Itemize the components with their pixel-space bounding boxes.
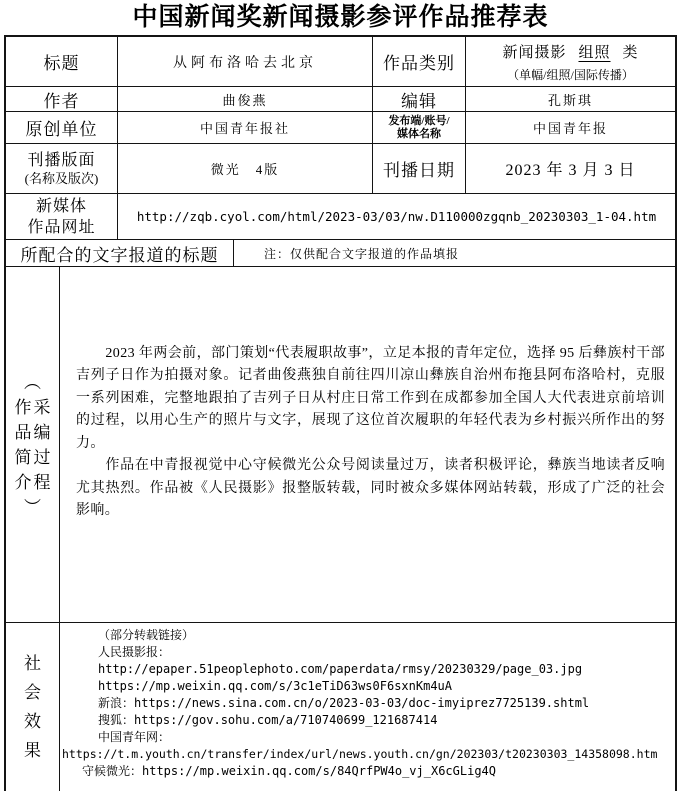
repost-link-line: 中国青年网： [98, 730, 171, 744]
repost-link-line: 搜狐：https://gov.sohu.com/a/710740699_121687414 [98, 713, 438, 727]
repost-link-line: 守候微光：https://mp.weixin.qq.com/s/84QrfPW4o_vj_X6cGLig4Q [82, 764, 497, 778]
social-label-char: 效 [24, 712, 41, 731]
platform-value: 中国青年报 [465, 112, 675, 143]
repost-link-line: 人民摄影报： [98, 645, 171, 659]
social-label-char: 社 [24, 654, 41, 673]
url-label-line1: 新媒体 [35, 197, 87, 215]
row-summary [6, 266, 675, 622]
url-label-line2: 作品网址 [27, 218, 96, 236]
category-options-note: （单幅/组照/国际传播） [507, 67, 634, 82]
platform-label [372, 112, 465, 143]
summary-paragraph: 作品在中青报视觉中心守候微光公众号阅读量过万，读者积极评论，彝族当地读者反响尤其热烈。作品被《人民摄影》报整版转载，同时被众多媒体网站转载，形成了广泛的社会影响。 [76, 458, 665, 518]
category-suffix: 类 [622, 44, 639, 61]
summary-label-line: 介程 [14, 472, 53, 492]
author-label: 作者 [43, 91, 80, 111]
repost-link-line: https://t.m.youth.cn/transfer/index/url/news.youth.cn/gn/202303/t20230303_14358098.htm [62, 747, 658, 761]
platform-label-line1: 发布端/账号/ [388, 114, 450, 127]
text-report-note: 注：仅供配合文字报道的作品填报 [264, 246, 460, 261]
summary-paragraph: 2023 年两会前，部门策划“代表履职故事”，立足本报的青年定位，选择 95 后彝族村干部吉列子日作为拍摄对象。记者曲俊燕独自前往四川凉山彝族自治州布拖县阿布洛哈村，克服一系列困难，完整地跟拍了吉列子日从村庄日常工作到在成都参加全国人大代表进京前培训的过程，以用心生产的照片与文字，展现了这位首次履职的年轻代表为乡村振兴所作出的努力。 [76, 345, 665, 451]
layout-label [6, 144, 117, 193]
social-label-char: 会 [24, 683, 41, 702]
summary-vertical-label [6, 267, 59, 622]
platform-label-line2: 媒体名称 [397, 127, 441, 140]
layout-value: 微光 4版 [117, 144, 372, 193]
title-label: 标题 [43, 54, 80, 73]
summary-label-line: ︶ [24, 497, 43, 517]
row-social-effect [6, 622, 675, 791]
repost-link-line: https://mp.weixin.qq.com/s/3c1eTiD63ws0F6sxnKm4uA [98, 679, 453, 693]
social-links-cell [59, 623, 675, 791]
category-label: 作品类别 [372, 37, 465, 86]
layout-label-line2: (名称及版次) [24, 171, 99, 186]
row-title-category [6, 37, 675, 86]
layout-label-line1: 刊播版面 [27, 152, 96, 169]
row-url [6, 193, 675, 239]
category-value [502, 41, 638, 62]
social-vertical-label [6, 623, 59, 791]
category-prefix: 新闻摄影 [502, 44, 567, 61]
date-label: 刊播日期 [372, 144, 465, 193]
category-value-cell [465, 37, 675, 86]
summary-label-line: 作采 [14, 397, 53, 417]
date-value: 2023 年 3 月 3 日 [465, 144, 675, 193]
org-value: 中国青年报社 [117, 112, 372, 143]
org-label: 原创单位 [25, 120, 98, 139]
recommendation-table [4, 35, 677, 791]
repost-link-line: 新浪：https://news.sina.com.cn/o/2023-03-03/doc-imyiprez7725139.shtml [98, 696, 590, 710]
summary-content-cell [59, 267, 675, 622]
summary-text [60, 343, 675, 547]
summary-label-line: 品编 [14, 422, 53, 442]
category-selected: 组照 [578, 44, 611, 61]
social-label-char: 果 [24, 741, 41, 760]
editor-label: 编辑 [372, 87, 465, 111]
row-author-editor [6, 86, 675, 111]
title-value: 从阿布洛哈去北京 [117, 37, 372, 86]
repost-link-line: http://epaper.51peoplephoto.com/paperdata/rmsy/20230329/page_03.jpg [98, 662, 583, 676]
row-text-report [6, 239, 675, 266]
url-label [6, 194, 117, 239]
page-title: 中国新闻奖新闻摄影参评作品推荐表 [132, 3, 549, 31]
row-org-platform [6, 111, 675, 143]
editor-value: 孔斯琪 [465, 87, 675, 111]
url-value: http://zqb.cyol.com/html/2023-03/03/nw.D110000zgqnb_20230303_1-04.htm [117, 194, 675, 239]
text-report-label: 所配合的文字报道的标题 [20, 245, 219, 265]
text-report-note-cell [233, 240, 675, 266]
author-value: 曲俊燕 [117, 87, 372, 111]
repost-link-line: （部分转载链接） [98, 628, 195, 642]
summary-label-line: ︵ [24, 372, 43, 392]
summary-label-line: 简过 [14, 447, 53, 467]
row-layout-date [6, 143, 675, 193]
